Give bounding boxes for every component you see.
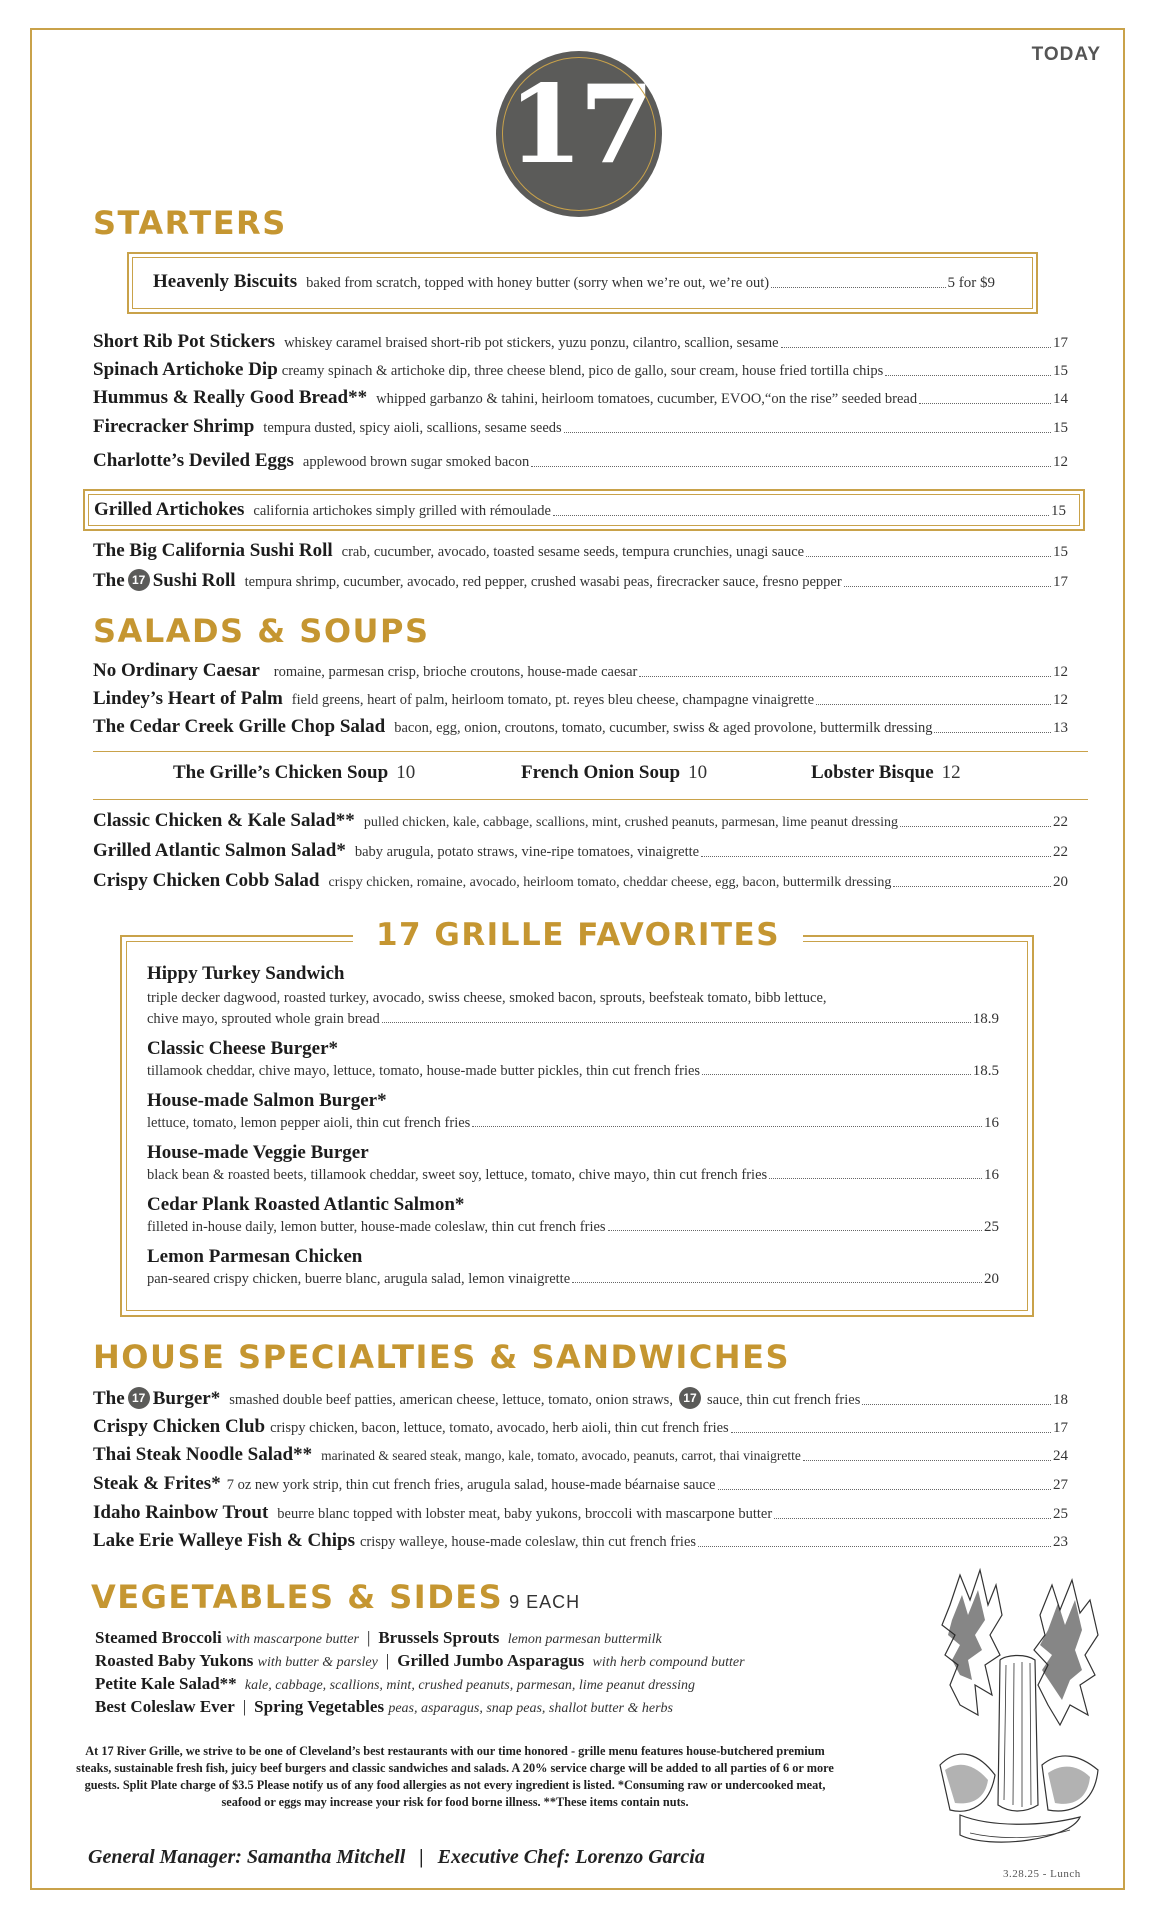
item-description: crispy walleye, house-made coleslaw, thin cut french fries: [359, 1534, 697, 1550]
item-name: The 17 Burger*: [93, 1388, 221, 1409]
item-description: california artichokes simply grilled with rémoulade: [253, 503, 551, 519]
item-name: The Cedar Creek Grille Chop Salad: [93, 716, 386, 737]
item-description: tillamook cheddar, chive mayo, lettuce, tomato, house-made butter pickles, thin cut french fries: [147, 1063, 701, 1079]
divider: [93, 751, 1088, 752]
item-name: Classic Cheese Burger*: [147, 1038, 339, 1059]
menu-item: [153, 271, 995, 293]
item-description: bacon, egg, onion, croutons, tomato, cucumber, swiss & aged provolone, buttermilk dressing: [394, 720, 933, 736]
today-label: TODAY: [1031, 44, 1101, 65]
soups-row: [93, 762, 1088, 792]
sides-line: Roasted Baby Yukons with butter & parsley | Grilled Jumbo Asparagus with herb compound butter: [95, 1651, 745, 1670]
item-description: filleted in-house daily, lemon butter, house-made coleslaw, thin cut french fries: [147, 1219, 606, 1235]
item-name: House-made Veggie Burger: [147, 1142, 369, 1163]
item-description: smashed double beef patties, american cheese, lettuce, tomato, onion straws, 17 sauce, thin cut french fries: [229, 1387, 860, 1409]
item-name: Steak & Frites*: [93, 1473, 221, 1494]
sides-line: Petite Kale Salad** kale, cabbage, scallions, mint, crushed peanuts, parmesan, lime peanut dressing: [95, 1674, 696, 1693]
item-price: 18.5: [972, 1063, 999, 1079]
item-price: 15: [1053, 420, 1068, 436]
item-price: 12: [1053, 692, 1068, 708]
item-description: baked from scratch, topped with honey butter (sorry when we’re out, we’re out): [306, 275, 770, 291]
waterfall-illustration: [930, 1565, 1108, 1860]
menu-item: [94, 499, 1066, 521]
menu-item: [147, 1271, 999, 1288]
menu-item: [93, 1473, 1068, 1495]
item-name: Grilled Artichokes: [94, 499, 245, 520]
item-name: Hummus & Really Good Bread**: [93, 387, 368, 408]
soup-item: French Onion Soup 10: [521, 762, 708, 783]
item-name: Short Rib Pot Stickers: [93, 331, 276, 352]
item-price: 15: [1051, 503, 1066, 519]
menu-item: [147, 1063, 999, 1080]
starters-title: STARTERS: [93, 204, 287, 242]
general-manager: General Manager: Samantha Mitchell: [88, 1846, 406, 1868]
item-description: pan-seared crispy chicken, buerre blanc, arugula salad, lemon vinaigrette: [147, 1271, 571, 1287]
sides-price: 9 EACH: [509, 1592, 581, 1612]
soup-item: The Grille’s Chicken Soup 10: [173, 762, 416, 783]
item-name: Grilled Atlantic Salmon Salad*: [93, 840, 346, 861]
menu-item: [93, 1387, 1068, 1410]
item-description: lettuce, tomato, lemon pepper aioli, thin cut french fries: [147, 1115, 471, 1131]
item-description: tempura shrimp, cucumber, avocado, red pepper, crushed wasabi peas, firecracker sauce, fresno pepper: [244, 574, 842, 590]
item-price: 27: [1053, 1477, 1068, 1493]
menu-date-code: 3.28.25 - Lunch: [1003, 1868, 1081, 1880]
item-name: House-made Salmon Burger*: [147, 1090, 387, 1111]
menu-item: [93, 716, 1068, 738]
item-price: 20: [1053, 874, 1068, 890]
seventeen-badge-icon: 17: [128, 1387, 150, 1409]
item-price: 23: [1053, 1534, 1068, 1550]
menu-item: [93, 416, 1068, 438]
featured-item-box: [127, 252, 1038, 314]
menu-item: [93, 1416, 1068, 1438]
item-description: chive mayo, sprouted whole grain bread: [147, 1011, 380, 1027]
menu-item: [93, 540, 1068, 562]
item-price: 22: [1053, 844, 1068, 860]
item-price: 20: [984, 1271, 999, 1287]
menu-item: [93, 688, 1068, 710]
item-name: Crispy Chicken Club: [93, 1416, 266, 1437]
menu-item: [147, 1115, 999, 1132]
item-price: 15: [1053, 544, 1068, 560]
menu-item: [93, 840, 1068, 862]
sides-line: Best Coleslaw Ever | Spring Vegetables peas, asparagus, snap peas, shallot butter & herbs: [95, 1697, 673, 1716]
menu-item: [93, 870, 1068, 892]
item-name: The Big California Sushi Roll: [93, 540, 333, 561]
staff-credits: General Manager: Samantha Mitchell | Executive Chef: Lorenzo Garcia: [88, 1846, 705, 1868]
item-name: Thai Steak Noodle Salad**: [93, 1444, 313, 1465]
item-price: 5 for $9: [947, 275, 995, 291]
item-price: 15: [1053, 363, 1068, 379]
item-price: 16: [984, 1115, 999, 1131]
item-name: Firecracker Shrimp: [93, 416, 255, 437]
menu-item: [93, 1502, 1068, 1524]
item-price: 25: [1053, 1506, 1068, 1522]
salads-title: SALADS & SOUPS: [93, 612, 430, 650]
item-name: Heavenly Biscuits: [153, 271, 298, 292]
item-description: whiskey caramel braised short-rib pot stickers, yuzu ponzu, cilantro, scallion, sesame: [284, 335, 779, 351]
menu-item: [147, 1011, 999, 1028]
item-description: triple decker dagwood, roasted turkey, avocado, swiss cheese, smoked bacon, sprouts, beefsteak tomato, bibb lettuce,: [147, 990, 827, 1006]
item-description: whipped garbanzo & tahini, heirloom tomatoes, cucumber, EVOO,“on the rise” seeded bread: [376, 391, 918, 407]
item-price: 13: [1053, 720, 1068, 736]
item-price: 12: [1053, 664, 1068, 680]
item-description: 7 oz new york strip, thin cut french fries, arugula salad, house-made béarnaise sauce: [226, 1477, 716, 1493]
item-price: 16: [984, 1167, 999, 1183]
menu-item: [93, 331, 1068, 353]
item-price: 17: [1053, 335, 1068, 351]
item-name: Idaho Rainbow Trout: [93, 1502, 269, 1523]
house-title: HOUSE SPECIALTIES & SANDWICHES: [93, 1338, 790, 1376]
menu-item: [93, 810, 1068, 832]
menu-item: [93, 1444, 1068, 1466]
item-price: 17: [1053, 574, 1068, 590]
item-name: Lake Erie Walleye Fish & Chips: [93, 1530, 355, 1551]
menu-item: [93, 387, 1068, 409]
item-price: 14: [1053, 391, 1068, 407]
item-name: Crispy Chicken Cobb Salad: [93, 870, 320, 891]
item-description: romaine, parmesan crisp, brioche croutons, house-made caesar: [273, 664, 638, 680]
item-description: marinated & seared steak, mango, kale, tomato, avocado, peanuts, carrot, thai vinaigrette: [321, 1448, 801, 1463]
item-name: Charlotte’s Deviled Eggs: [93, 450, 294, 471]
favorites-title: 17 GRILLE FAVORITES: [353, 917, 803, 953]
item-name: Spinach Artichoke Dip: [93, 359, 278, 380]
menu-item: [147, 1167, 999, 1184]
item-name: Cedar Plank Roasted Atlantic Salmon*: [147, 1194, 465, 1215]
item-name: Lemon Parmesan Chicken: [147, 1246, 363, 1267]
item-name: The 17 Sushi Roll: [93, 570, 236, 591]
item-name: Lindey’s Heart of Palm: [93, 688, 283, 709]
menu-item: [93, 569, 1068, 592]
soup-item: Lobster Bisque 12: [811, 762, 961, 783]
item-name: No Ordinary Caesar: [93, 660, 260, 681]
sides-title: VEGETABLES & SIDES 9 EACH: [91, 1578, 581, 1616]
item-price: 24: [1053, 1448, 1068, 1464]
seventeen-badge-icon: 17: [128, 569, 150, 591]
item-description: baby arugula, potato straws, vine-ripe tomatoes, vinaigrette: [354, 844, 700, 860]
item-description: field greens, heart of palm, heirloom tomato, pt. reyes bleu cheese, champagne vinaigrette: [291, 692, 815, 708]
restaurant-logo: 17: [496, 51, 662, 217]
menu-item: [93, 1530, 1068, 1552]
item-description: crispy chicken, bacon, lettuce, tomato, avocado, herb aioli, thin cut french fries: [270, 1420, 729, 1436]
item-description: crab, cucumber, avocado, toasted sesame seeds, tempura crunchies, unagi sauce: [341, 544, 805, 560]
boxed-item: [83, 489, 1085, 531]
disclaimer-text: At 17 River Grille, we strive to be one of Cleveland’s best restaurants with our time honored - grille menu features house-butchered premium steaks, sustainable fresh fish, juicy beef burgers and classic sandwiches and salads. A 20% service charge will be added to all parties of 6 or more guests. Split Plate charge of $3.5 Please notify us of any food allergies as not every ingredient is listed. *Consuming raw or undercooked meat, seafood or eggs may increase your risk for food borne illness. **These items contain nuts.: [76, 1744, 834, 1809]
item-description: creamy spinach & artichoke dip, three cheese blend, pico de gallo, sour cream, house fried tortilla chips: [281, 363, 884, 379]
menu-item: [93, 359, 1068, 381]
item-description: beurre blanc topped with lobster meat, baby yukons, broccoli with mascarpone butter: [277, 1506, 773, 1522]
item-price: 17: [1053, 1420, 1068, 1436]
item-description: black bean & roasted beets, tillamook cheddar, sweet soy, lettuce, tomato, chive mayo, thin cut french fries: [147, 1167, 768, 1183]
item-price: 12: [1053, 454, 1068, 470]
item-description: crispy chicken, romaine, avocado, heirloom tomato, cheddar cheese, egg, bacon, buttermilk dressing: [328, 875, 892, 890]
item-name: Hippy Turkey Sandwich: [147, 963, 345, 984]
menu-item: [147, 1219, 999, 1236]
item-price: 18: [1053, 1392, 1068, 1408]
item-price: 22: [1053, 814, 1068, 830]
executive-chef: Executive Chef: Lorenzo Garcia: [437, 1846, 705, 1868]
seventeen-badge-icon: 17: [679, 1387, 701, 1409]
item-price: 18.9: [972, 1011, 999, 1027]
item-price: 25: [984, 1219, 999, 1235]
item-description: pulled chicken, kale, cabbage, scallions, mint, crushed peanuts, parmesan, lime peanut dressing: [363, 815, 898, 830]
menu-item: [93, 660, 1068, 682]
item-description: applewood brown sugar smoked bacon: [302, 454, 530, 470]
divider: [93, 799, 1088, 800]
item-description: tempura dusted, spicy aioli, scallions, sesame seeds: [263, 420, 562, 436]
sides-line: Steamed Broccoli with mascarpone butter | Brussels Sprouts lemon parmesan buttermilk: [95, 1628, 662, 1647]
item-name: Classic Chicken & Kale Salad**: [93, 810, 355, 831]
menu-item: [93, 450, 1068, 472]
